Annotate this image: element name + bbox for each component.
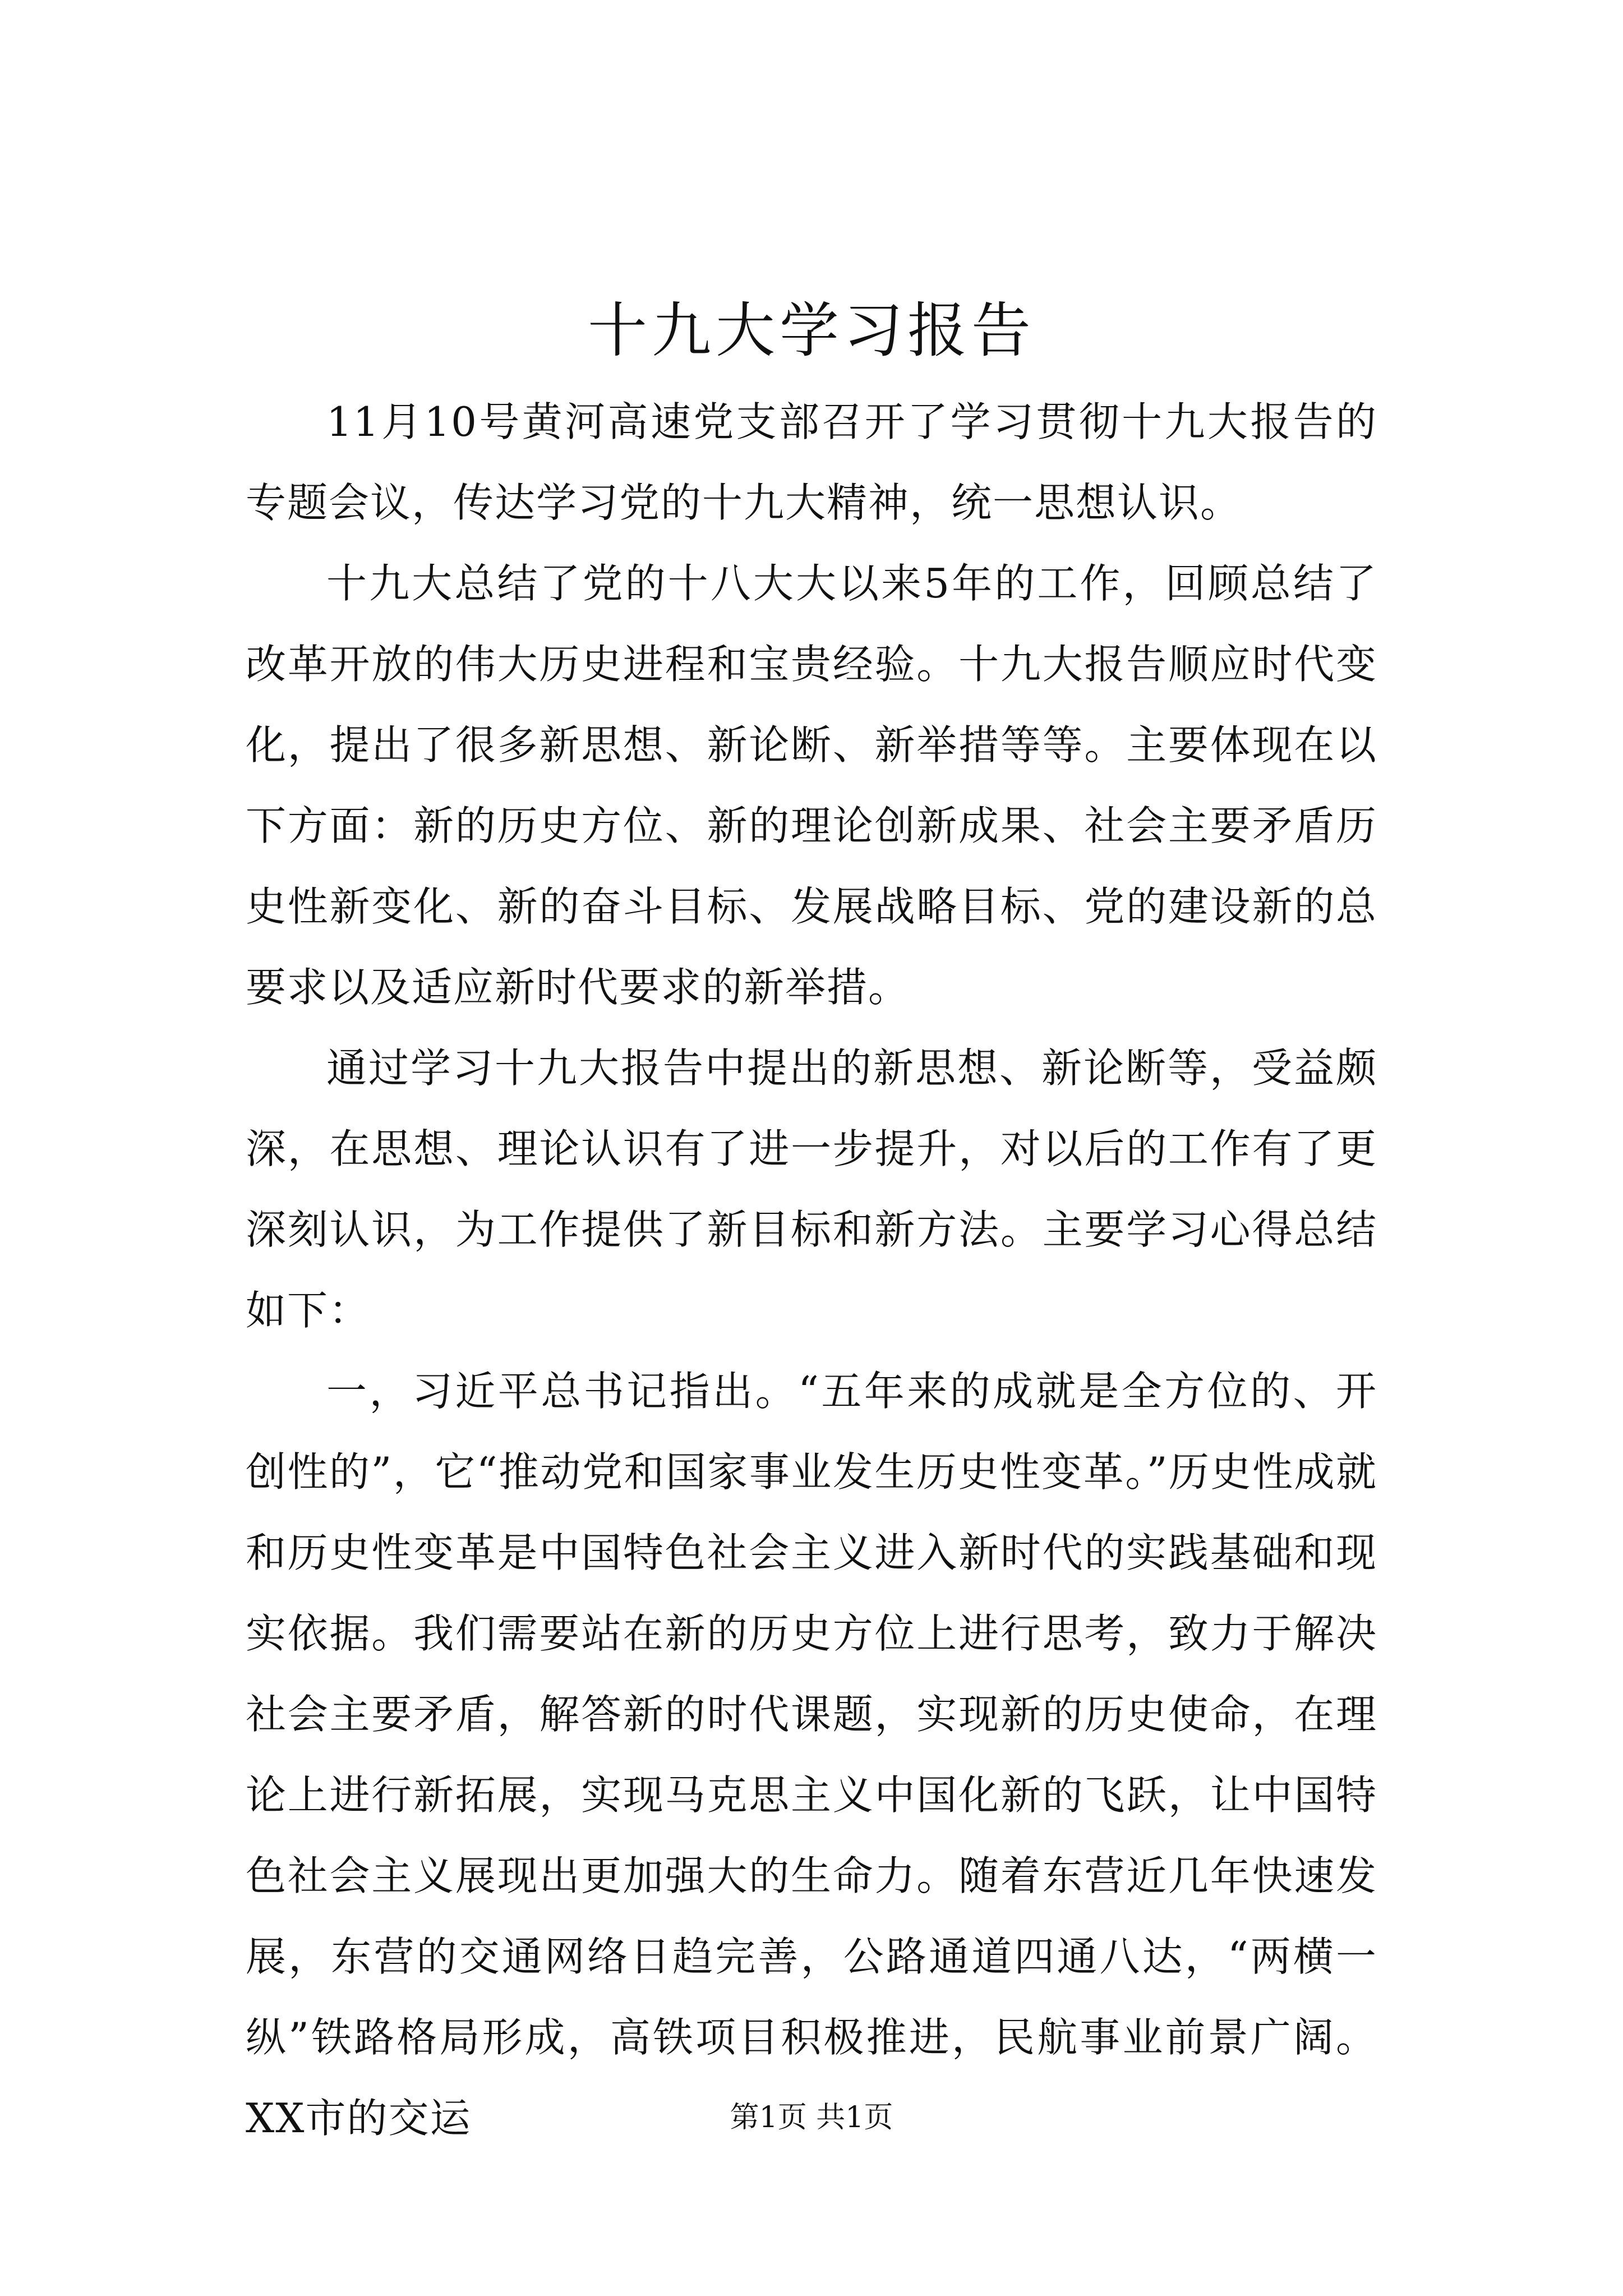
document-body <box>246 381 1377 2159</box>
paragraph: 通过学习十九大报告中提出的新思想、新论断等，受益颇深，在思想、理论认识有了进一步提升，对以后的工作有了更深刻认识，为工作提供了新目标和新方法。主要学习心得总结如下： <box>246 1045 1377 1334</box>
paragraph: 十九大总结了党的十八大大以来5年的工作，回顾总结了改革开放的伟大历史进程和宝贵经验。十九大报告顺应时代变化，提出了很多新思想、新论断、新举措等等。主要体现在以下方面：新的历史方位、新的理论创新成果、社会主要矛盾历史性新变化、新的奋斗目标、发展战略目标、党的建设新的总要求以及适应新时代要求的新举措。 <box>246 560 1377 1011</box>
paragraph: 11月10号黄河高速党支部召开了学习贯彻十九大报告的专题会议，传达学习党的十九大精神，统一思想认识。 <box>246 398 1377 526</box>
page-footer: 第1页 共1页 <box>730 2101 893 2134</box>
document-title: 十九大学习报告 <box>588 296 1035 365</box>
paragraph: 一，习近平总书记指出。“五年来的成就是全方位的、开创性的”，它“推动党和国家事业发生历史性变革。”历史性成就和历史性变革是中国特色社会主义进入新时代的实践基础和现实依据。我们需要站在新的历史方位上进行思考，致力于解决社会主要矛盾，解答新的时代课题，实现新的历史使命，在理论上进行新拓展，实现马克思主义中国化新的飞跃，让中国特色社会主义展现出更加强大的生命力。随着东营近几年快速发展，东营的交通网络日趋完善，公路通道四通八达，“两横一纵”铁路格局形成，高铁项目积极推进，民航事业前景广阔。XX市的交运 <box>246 1368 1377 2142</box>
